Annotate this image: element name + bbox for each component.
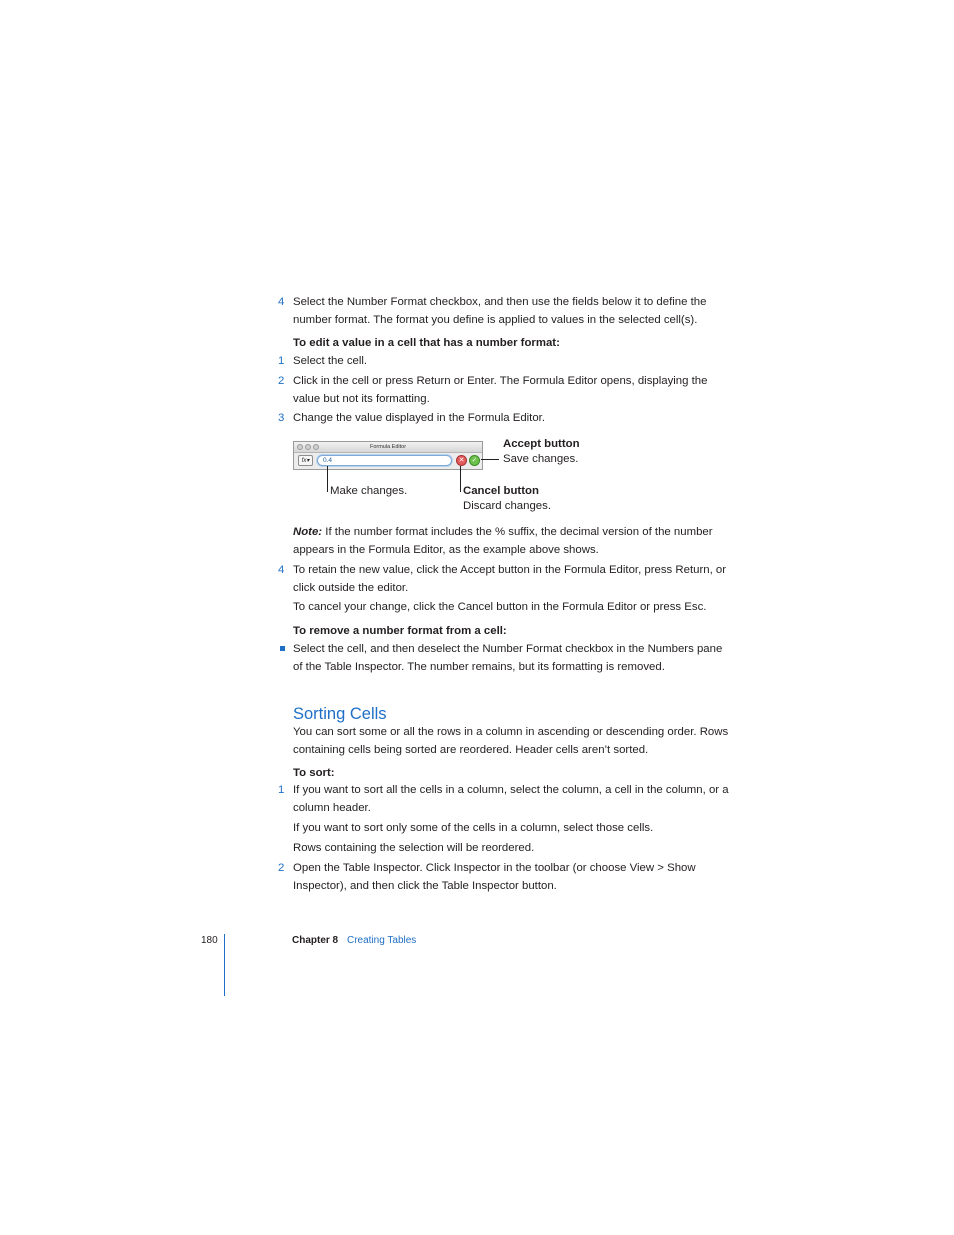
edit-task-heading: To edit a value in a cell that has a number format:: [293, 337, 560, 349]
step-number: 1: [278, 784, 285, 796]
accept-callout-desc: Save changes.: [503, 453, 579, 465]
accept-callout-title: Accept button: [503, 438, 580, 450]
make-changes-callout-line: [327, 466, 328, 492]
bullet-text: Select the cell, and then deselect the Number Format checkbox in the Numbers pane of the Table Inspector. The number remains, but its formatting is removed.: [293, 643, 723, 673]
chapter-title: Creating Tables: [347, 935, 417, 946]
formula-editor-illustration: [293, 441, 483, 470]
sort-task-heading: To sort:: [293, 767, 335, 779]
step-text: To retain the new value, click the Accept button in the Formula Editor, press Return, or click outside the editor.: [293, 564, 727, 594]
note-paragraph: [293, 524, 733, 559]
step-text: Open the Table Inspector. Click Inspector in the toolbar (or choose View > Show Inspector), and then click the Table Inspector button.: [293, 862, 696, 892]
step-number: 4: [278, 564, 285, 576]
step-text: Select the cell.: [293, 355, 368, 367]
step-text: Click in the cell or press Return or Enter. The Formula Editor opens, displaying the value but not its formatting.: [293, 375, 708, 405]
paragraph: If you want to sort only some of the cells in a column, select those cells.: [293, 822, 654, 834]
formula-value: 0.4: [323, 457, 333, 464]
cancel-icon: ✕: [456, 455, 467, 466]
step-text: If you want to sort all the cells in a column, select the column, a cell in the column, or a column header.: [293, 784, 729, 814]
step-number: 3: [278, 412, 285, 424]
step-number: 2: [278, 375, 285, 387]
bullet-icon: [280, 646, 285, 651]
step-text: Select the Number Format checkbox, and then use the fields below it to define the number format. The format you define is applied to values in the selected cell(s).: [293, 296, 707, 326]
cancel-callout-desc: Discard changes.: [463, 500, 552, 512]
footer-rule: [224, 934, 225, 996]
cancel-paragraph: To cancel your change, click the Cancel button in the Formula Editor or press Esc.: [293, 601, 707, 613]
cancel-callout-line: [460, 466, 461, 492]
remove-task-heading: To remove a number format from a cell:: [293, 625, 507, 637]
step-number: 1: [278, 355, 285, 367]
section-heading: Sorting Cells: [293, 705, 387, 723]
make-changes-callout: Make changes.: [330, 485, 408, 497]
chapter-label: Chapter 8: [292, 935, 339, 946]
note-text: If the number format includes the % suffix, the decimal version of the number appears in the Formula Editor, as the example above shows.: [293, 526, 713, 556]
formula-field: [317, 455, 452, 466]
step-number: 4: [278, 296, 285, 308]
accept-icon: ✓: [469, 455, 480, 466]
accept-callout-line: [481, 459, 499, 460]
function-menu-icon: fx▾: [298, 455, 313, 466]
paragraph: Rows containing the selection will be reordered.: [293, 842, 535, 854]
page-number: 180: [201, 935, 218, 946]
window-title: Formula Editor: [369, 444, 407, 450]
cancel-callout-title: Cancel button: [463, 485, 539, 497]
step-number: 2: [278, 862, 285, 874]
step-text: Change the value displayed in the Formula Editor.: [293, 412, 546, 424]
window-titlebar: [294, 442, 482, 453]
section-intro: You can sort some or all the rows in a column in ascending or descending order. Rows containing cells being sorted are reordered. Header cells aren’t sorted.: [293, 726, 729, 756]
note-label: Note:: [293, 526, 323, 538]
